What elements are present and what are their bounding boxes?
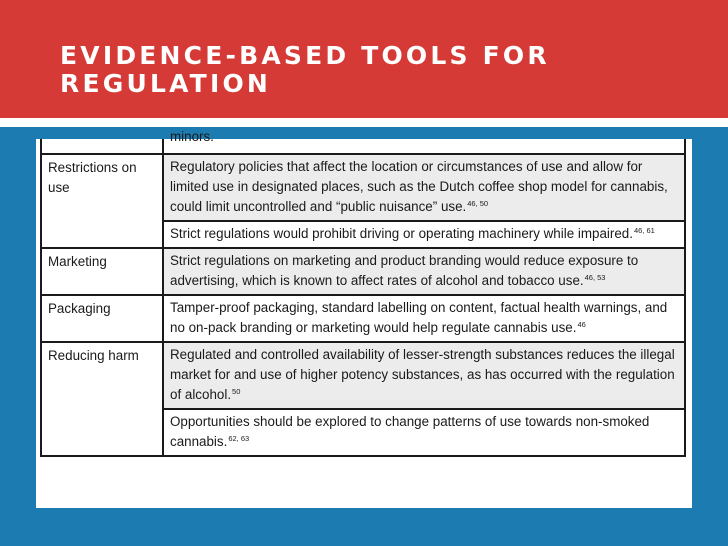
row-label: Packaging xyxy=(42,296,164,341)
table-image xyxy=(36,129,692,508)
table-row xyxy=(42,296,684,343)
table-row xyxy=(42,249,684,296)
regulation-table xyxy=(40,129,686,457)
slide-title: EVIDENCE-BASED TOOLS FOR REGULATION xyxy=(60,41,550,98)
row-description: Opportunities should be explored to change patterns of use towards non-smoked cannabis.$^{62, 63}$ xyxy=(164,408,684,455)
table-row xyxy=(42,155,684,249)
row-label xyxy=(42,139,164,153)
row-description: Tamper-proof packaging, standard labelling on content, factual health warnings, and no on-pack branding or marketing would help regulate cannabis use.$^{46}$ xyxy=(164,296,684,341)
row-label: Marketing xyxy=(42,249,164,294)
reference-superscript: 46, 61 xyxy=(633,225,655,235)
row-label: Restrictions on use xyxy=(42,155,164,247)
reference-superscript: 46, 53 xyxy=(584,272,606,282)
row-description: Regulated and controlled availability of lesser-strength substances reduces the illegal market for and use of higher potency substances, as has occurred with the regulation of alcohol.$^{50}$ xyxy=(164,343,684,408)
reference-superscript: 46 xyxy=(577,319,586,329)
reference-superscript: 50 xyxy=(232,386,241,396)
row-description: Regulatory policies that affect the location or circumstances of use and allow for limited use in designated places, such as the Dutch coffee shop model for cannabis, could limit uncontrolled and “public nuisance” use.$^{46, 50}$ xyxy=(164,155,684,220)
table-row-cut-off xyxy=(42,129,684,155)
cut-off-description: minors. xyxy=(164,139,684,153)
reference-superscript: 46, 50 xyxy=(467,198,489,208)
row-description: Strict regulations would prohibit driving or operating machinery while impaired.$^{46, 61}$ xyxy=(164,220,684,247)
table-row xyxy=(42,343,684,455)
reference-superscript: 62, 63 xyxy=(228,433,250,443)
row-label: Reducing harm xyxy=(42,343,164,455)
row-description: Strict regulations on marketing and product branding would reduce exposure to advertising, which is known to affect rates of alcohol and tobacco use.$^{46, 53}$ xyxy=(164,249,684,294)
slide-header xyxy=(0,0,728,118)
header-divider xyxy=(0,118,728,127)
